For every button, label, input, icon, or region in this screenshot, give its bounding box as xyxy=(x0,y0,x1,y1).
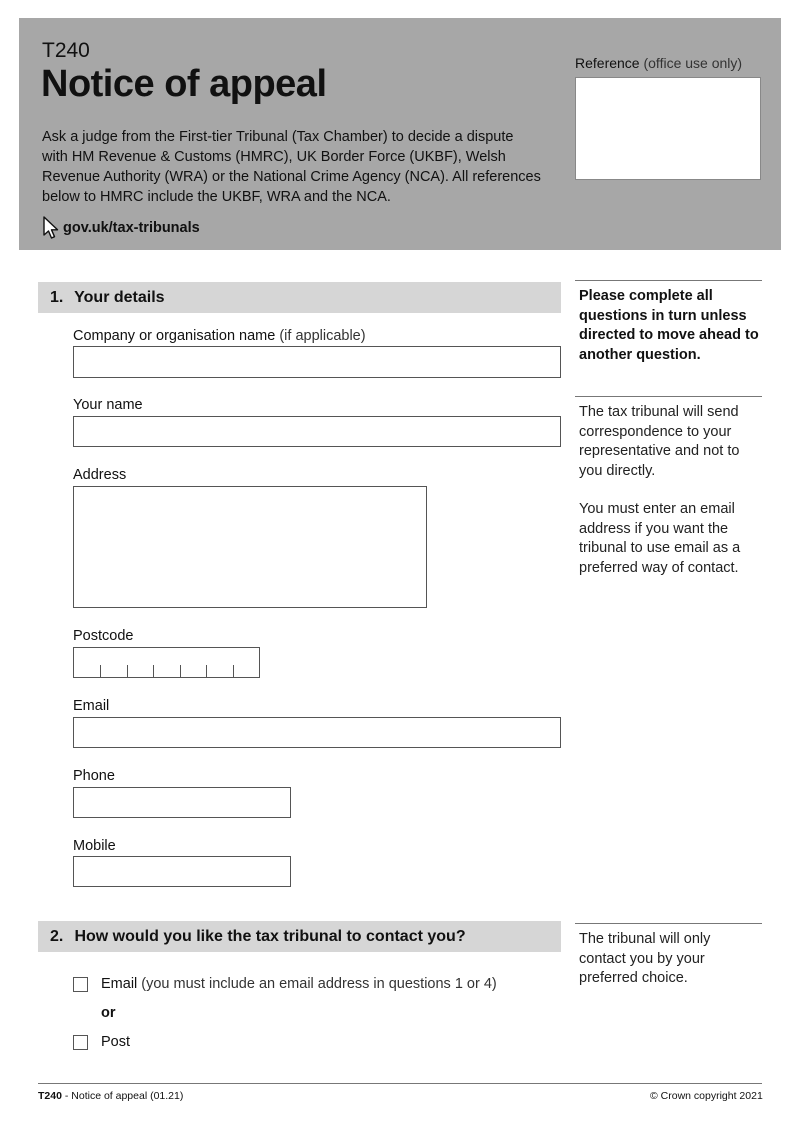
section-2-header xyxy=(38,921,561,952)
email-option-hint: (you must include an email address in questions 1 or 4) xyxy=(137,976,497,992)
section-1-number: 1. xyxy=(50,289,64,306)
postcode-divider xyxy=(233,665,234,677)
tribunal-link[interactable] xyxy=(42,216,200,240)
mobile-label: Mobile xyxy=(73,838,116,854)
footer-code: T240 xyxy=(38,1090,62,1102)
side-note-correspondence: The tax tribunal will send correspondence to your representative and not to you directly. xyxy=(579,404,740,479)
company-name-input[interactable] xyxy=(73,346,561,378)
or-separator: or xyxy=(101,1005,116,1021)
postcode-label: Postcode xyxy=(73,628,134,644)
postcode-divider xyxy=(127,665,128,677)
section-1-title: Your details xyxy=(74,289,165,306)
mobile-input[interactable] xyxy=(73,856,291,887)
tribunal-link-text[interactable]: gov.uk/tax-tribunals xyxy=(63,220,200,236)
side-note-email: You must enter an email address if you want the tribunal to use email as a preferred way of contact. xyxy=(579,501,741,576)
phone-label: Phone xyxy=(73,768,115,784)
address-label: Address xyxy=(73,467,127,483)
email-option-label xyxy=(101,976,497,992)
footer-divider xyxy=(38,1083,762,1084)
phone-input[interactable] xyxy=(73,787,291,818)
postcode-divider xyxy=(206,665,207,677)
email-option-text: Email xyxy=(101,976,138,992)
reference-label xyxy=(575,55,742,71)
email-label: Email xyxy=(73,698,110,714)
your-name-input[interactable] xyxy=(73,416,561,447)
footer-text: - Notice of appeal (01.21) xyxy=(61,1090,184,1102)
email-input[interactable] xyxy=(73,717,561,748)
post-checkbox[interactable] xyxy=(73,1035,88,1050)
reference-label-text: Reference xyxy=(575,55,640,71)
reference-box xyxy=(575,77,761,180)
reference-hint: (office use only) xyxy=(639,55,743,71)
section-2-title: How would you like the tax tribunal to contact you? xyxy=(74,928,466,945)
postcode-input[interactable] xyxy=(73,647,260,678)
name-label: Your name xyxy=(73,397,143,413)
cursor-arrow-icon xyxy=(42,216,60,240)
footer-form-info xyxy=(38,1090,183,1102)
section-1-header xyxy=(38,282,561,313)
side-note-complete: Please complete all questions in turn unless directed to move ahead to another question. xyxy=(579,288,759,363)
company-label xyxy=(73,328,366,344)
side-divider xyxy=(575,280,762,281)
page-title: Notice of appeal xyxy=(41,63,327,105)
intro-text: Ask a judge from the First-tier Tribunal (Tax Chamber) to decide a dispute with HM Revenue & Customs (HMRC), UK Border Force (UKBF), Welsh Revenue Authority (WRA) or the National Crime Agency (NCA). All references below to HMRC include the UKBF, WRA and the NCA. xyxy=(42,129,541,205)
postcode-divider xyxy=(180,665,181,677)
postcode-divider xyxy=(100,665,101,677)
side-divider xyxy=(575,396,762,397)
form-code: T240 xyxy=(42,39,90,62)
side-note-contact: The tribunal will only contact you by your preferred choice. xyxy=(579,931,711,986)
company-label-text: Company or organisation name xyxy=(73,328,276,344)
email-checkbox[interactable] xyxy=(73,977,88,992)
company-hint: (if applicable) xyxy=(275,328,366,344)
postcode-divider xyxy=(153,665,154,677)
address-input[interactable] xyxy=(73,486,427,608)
post-option-label: Post xyxy=(101,1034,131,1050)
footer-copyright: © Crown copyright 2021 xyxy=(650,1090,763,1102)
side-divider xyxy=(575,923,762,924)
section-2-number: 2. xyxy=(50,928,64,945)
